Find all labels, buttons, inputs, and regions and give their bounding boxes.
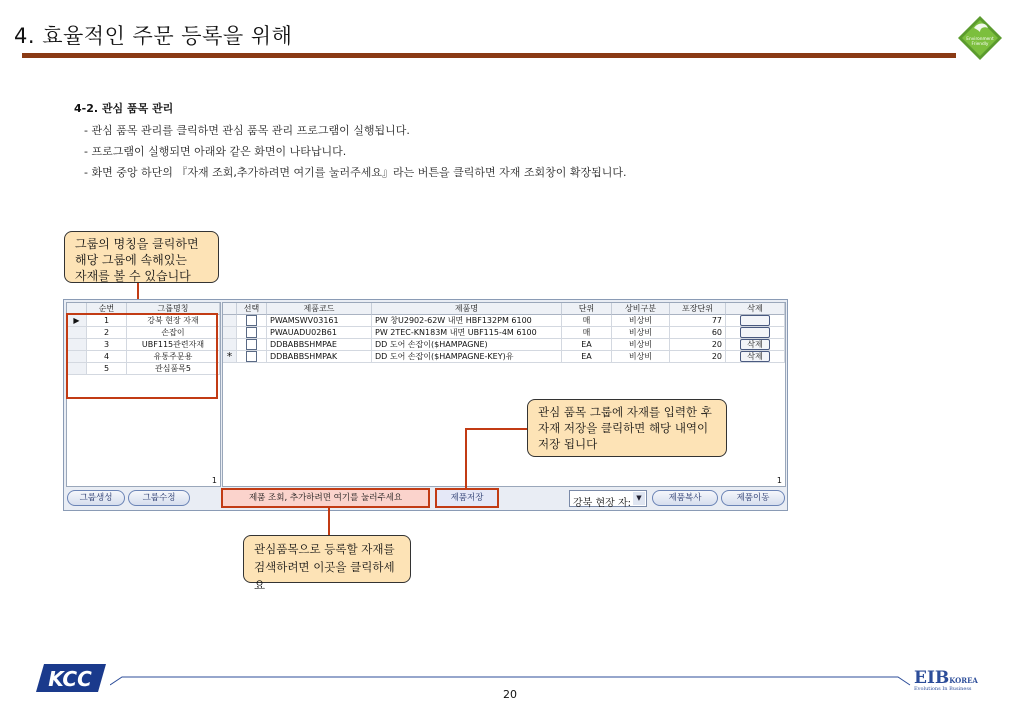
- eib-logo-text: EIB: [914, 668, 950, 688]
- item-row-new[interactable]: [223, 351, 785, 363]
- section-heading: 4-2. 관심 품목 관리: [74, 102, 174, 115]
- item-header-delete: 삭제: [726, 303, 785, 315]
- callout-save-line-1: 관심 품목 그룹에 자재를 입력한 후: [538, 405, 712, 419]
- group-no: 4: [87, 351, 127, 363]
- item-count: 1: [776, 476, 782, 485]
- env-logo-text-2: Friendly: [971, 42, 989, 47]
- delete-cell: [726, 315, 785, 327]
- callout-save-connector-v: [465, 428, 467, 488]
- callout-save-line-3: 저장 됩니다: [538, 437, 598, 451]
- item-row[interactable]: [223, 327, 785, 339]
- delete-cell: [726, 351, 785, 363]
- item-code: DDBABBSHMPAK: [267, 351, 372, 363]
- group-no: 3: [87, 339, 127, 351]
- callout-search-connector: [328, 507, 330, 535]
- item-header-unit: 단위: [562, 303, 612, 315]
- leaf-icon: [956, 14, 1004, 62]
- group-name[interactable]: 관심품목5: [127, 363, 220, 375]
- item-unit: EA: [562, 351, 612, 363]
- delete-button[interactable]: 삭제: [740, 339, 770, 350]
- group-name[interactable]: UBF115관련자재: [127, 339, 220, 351]
- item-type: 비상비: [612, 339, 670, 351]
- callout-group: [64, 231, 219, 283]
- select-checkbox[interactable]: [246, 351, 257, 362]
- group-header-name: 그룹명칭: [127, 303, 220, 315]
- page-number: 20: [503, 688, 517, 701]
- item-unit: 매: [562, 327, 612, 339]
- item-type: 비상비: [612, 327, 670, 339]
- callout-search: [243, 535, 411, 592]
- item-pack: 20: [670, 339, 726, 351]
- item-code: PWAUADU02B61: [267, 327, 372, 339]
- item-pack: 20: [670, 351, 726, 363]
- item-name: PW 2TEC-KN183M 내면 UBF115-4M 6100: [372, 327, 562, 339]
- item-code: DDBABBSHMPAE: [267, 339, 372, 351]
- item-row[interactable]: [223, 315, 785, 327]
- item-table-corner: [223, 303, 237, 315]
- item-name: PW 창U2902-62W 내면 HBF132PM 6100: [372, 315, 562, 327]
- delete-cell: [726, 327, 785, 339]
- delete-cell: [726, 339, 785, 351]
- select-cell: [237, 339, 267, 351]
- environment-friendly-logo: [956, 14, 1004, 62]
- item-header-code: 제품코드: [267, 303, 372, 315]
- chevron-down-icon[interactable]: ▼: [633, 492, 645, 505]
- item-code: PWAMSWV03161: [267, 315, 372, 327]
- row-header: [223, 327, 237, 339]
- item-name: DD 도어 손잡이($HAMPAGNE): [372, 339, 562, 351]
- bullet-1: - 관심 품목 관리를 클릭하면 관심 품목 관리 프로그램이 실행됩니다.: [84, 124, 410, 137]
- bullet-2: - 프로그램이 실행되면 아래와 같은 화면이 나타납니다.: [84, 145, 347, 158]
- item-header-pack: 포장단위: [670, 303, 726, 315]
- footer-divider: [110, 676, 920, 686]
- group-name[interactable]: 강북 현장 자재: [127, 315, 220, 327]
- item-row[interactable]: [223, 339, 785, 351]
- select-checkbox[interactable]: [246, 327, 257, 338]
- copy-button[interactable]: 제품복사: [652, 490, 718, 506]
- callout-group-line-2: 해당 그룹에 속해있는: [75, 253, 187, 267]
- group-highlight: [66, 313, 218, 399]
- select-cell: [237, 351, 267, 363]
- item-name: DD 도어 손잡이($HAMPAGNE-KEY)유: [372, 351, 562, 363]
- callout-group-line-3: 자재를 볼 수 있습니다: [75, 269, 191, 283]
- group-no: 5: [87, 363, 127, 375]
- search-add-button[interactable]: 제품 조회, 추가하려면 여기를 눌러주세요: [221, 488, 430, 508]
- callout-save-connector-h: [465, 428, 527, 430]
- group-edit-button[interactable]: 그룹수정: [128, 490, 190, 506]
- row-marker-icon: ▶: [67, 315, 87, 327]
- callout-save-line-2: 자재 저장을 클릭하면 해당 내역이: [538, 421, 709, 435]
- env-logo-text-1: Environment: [966, 37, 994, 42]
- callout-search-line-1: 관심품목으로 등록할 자재를: [254, 542, 395, 556]
- item-type: 비상비: [612, 351, 670, 363]
- eib-logo-tagline: Evolutions In Business: [914, 686, 972, 692]
- delete-button[interactable]: [740, 327, 770, 338]
- kcc-logo-text: KCC: [48, 667, 92, 691]
- delete-button[interactable]: [740, 315, 770, 326]
- group-no: 1: [87, 315, 127, 327]
- group-create-button[interactable]: 그룹생성: [67, 490, 125, 506]
- select-checkbox[interactable]: [246, 315, 257, 326]
- item-pack: 77: [670, 315, 726, 327]
- bullet-3: - 화면 중앙 하단의 『자재 조회,추가하려면 여기를 눌러주세요』라는 버튼을 클릭하면 자재 조회창이 확장됩니다.: [84, 166, 627, 179]
- item-unit: 매: [562, 315, 612, 327]
- page-title: 4. 효율적인 주문 등록을 위해: [14, 24, 293, 48]
- group-select-value: 강북 현장 자:: [573, 498, 632, 509]
- save-button[interactable]: 제품저장: [435, 488, 499, 508]
- eib-logo: [914, 668, 984, 698]
- item-header-name: 제품명: [372, 303, 562, 315]
- select-cell: [237, 315, 267, 327]
- kcc-logo: [36, 664, 106, 692]
- callout-search-line-2: 검색하려면 이곳을 클릭하세요: [254, 560, 395, 592]
- group-header-no: 순번: [87, 303, 127, 315]
- select-checkbox[interactable]: [246, 339, 257, 350]
- item-type: 비상비: [612, 315, 670, 327]
- eib-logo-sub: KOREA: [949, 676, 978, 685]
- callout-save: [527, 399, 727, 457]
- move-button[interactable]: 제품이동: [721, 490, 785, 506]
- group-no: 2: [87, 327, 127, 339]
- row-header: [223, 339, 237, 351]
- group-name[interactable]: 유통주문용: [127, 351, 220, 363]
- callout-group-line-1: 그룹의 명칭을 클릭하면: [75, 237, 199, 251]
- delete-button[interactable]: 삭제: [740, 351, 770, 362]
- new-row-marker-icon: *: [223, 351, 237, 363]
- select-cell: [237, 327, 267, 339]
- group-select[interactable]: [569, 490, 647, 507]
- item-header-select: 선택: [237, 303, 267, 315]
- item-header-type: 상비구분: [612, 303, 670, 315]
- group-count: 1: [211, 476, 217, 485]
- group-name[interactable]: 손잡이: [127, 327, 220, 339]
- row-header: [223, 315, 237, 327]
- item-pack: 60: [670, 327, 726, 339]
- item-table: [222, 302, 786, 487]
- item-unit: EA: [562, 339, 612, 351]
- title-underline: [22, 53, 956, 58]
